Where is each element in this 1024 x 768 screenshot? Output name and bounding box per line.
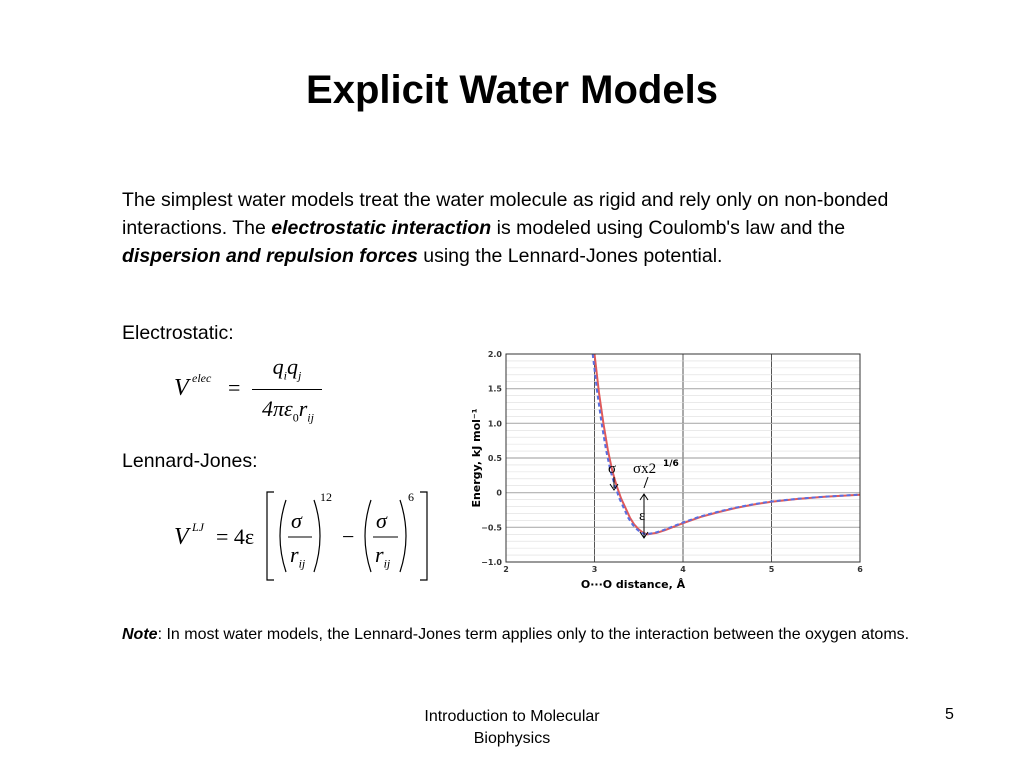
annotation-sigma: σ (608, 461, 617, 477)
intro-emphasis-electrostatic: electrostatic interaction (271, 217, 492, 239)
intro-text-2: is modeled using Coulomb's law and the (491, 217, 846, 239)
den-ij: ij (307, 410, 314, 425)
note-paragraph (122, 620, 952, 649)
lj-sigma-2: σ (376, 508, 387, 533)
formula-lj-brackets (174, 488, 439, 588)
den-4pieps: 4πε (262, 396, 293, 421)
annotation-epsilon: ε (639, 508, 646, 524)
lennard-jones-formula (174, 488, 439, 588)
num-q: q (272, 354, 284, 379)
x-tick-label: 5 (768, 565, 775, 574)
y-tick-label: 0 (496, 488, 502, 498)
intro-paragraph (122, 186, 912, 270)
annotation-sigma-rmin: σx2 (633, 461, 657, 477)
lj-denom-1 (290, 542, 305, 571)
intro-text-1: The simplest water models treat the water molecule as rigid and rely only on non-bonded interactions. The (122, 189, 889, 239)
note-text: : In most water models, the Lennard-Jones term applies only to the interaction between the oxygen atoms. (157, 626, 910, 643)
intro-emphasis-dispersion: dispersion and repulsion forces (122, 245, 418, 267)
num-q2: q (287, 354, 298, 379)
formula-lj-v: V (174, 524, 189, 550)
footer-course-title (380, 706, 644, 750)
formula-elec-eq: = (228, 375, 241, 400)
y-tick-label: 2.0 (487, 350, 502, 359)
x-tick-label: 2 (503, 565, 509, 574)
chart-grid (506, 354, 860, 562)
y-tick-label: 1.0 (487, 419, 502, 429)
lj-r-1: r (290, 542, 299, 567)
formula-elec-numerator (252, 354, 322, 383)
formula-elec-fraction-bar (252, 389, 322, 390)
slide-title: Explicit Water Models (306, 68, 718, 112)
formula-lj-eq: = 4ε (216, 524, 255, 549)
y-tick-label: 1.5 (487, 384, 502, 394)
coulomb-formula (174, 354, 344, 434)
lj-ij-1: ij (298, 556, 306, 571)
chart-x-axis-label: O···O distance, Å (580, 578, 686, 591)
formula-lj-sup: LJ (192, 520, 204, 534)
electrostatic-label: Electrostatic: (122, 322, 234, 344)
formula-elec-v: V (174, 375, 189, 401)
x-tick-label: 6 (857, 565, 863, 574)
lj-ij-2: ij (383, 556, 391, 571)
chart-y-axis-label: Energy, kJ mol⁻¹ (470, 408, 483, 508)
slide-number: 5 (945, 706, 954, 723)
den-r: r (298, 396, 308, 421)
lj-denom-2 (375, 542, 390, 571)
lj-potential-chart (458, 342, 870, 600)
footer-line-1: Introduction to Molecular (424, 708, 600, 725)
y-tick-label: 0.5 (487, 454, 502, 463)
num-j: j (298, 368, 302, 383)
intro-text-3: using the Lennard-Jones potential. (417, 245, 723, 267)
formula-elec-sup: elec (192, 371, 212, 385)
note-lead: Note (122, 626, 158, 643)
footer-line-2: Biophysics (473, 730, 551, 747)
formula-elec-denominator (248, 396, 328, 425)
lj-exponent-12: 12 (320, 490, 332, 504)
lj-minus: − (342, 524, 355, 549)
x-tick-label: 3 (591, 565, 598, 574)
lj-label: Lennard-Jones: (122, 450, 258, 472)
lj-exponent-6: 6 (408, 490, 414, 504)
num-i: i (283, 368, 287, 383)
x-tick-label: 4 (680, 565, 686, 574)
y-tick-label: −0.5 (481, 523, 502, 533)
y-tick-label: −1.0 (481, 558, 502, 567)
lj-r-2: r (375, 542, 384, 567)
lj-sigma-1: σ (291, 508, 302, 533)
den-0: 0 (292, 410, 299, 425)
annotation-sigma-rmin-exp: 1/6 (663, 459, 679, 469)
